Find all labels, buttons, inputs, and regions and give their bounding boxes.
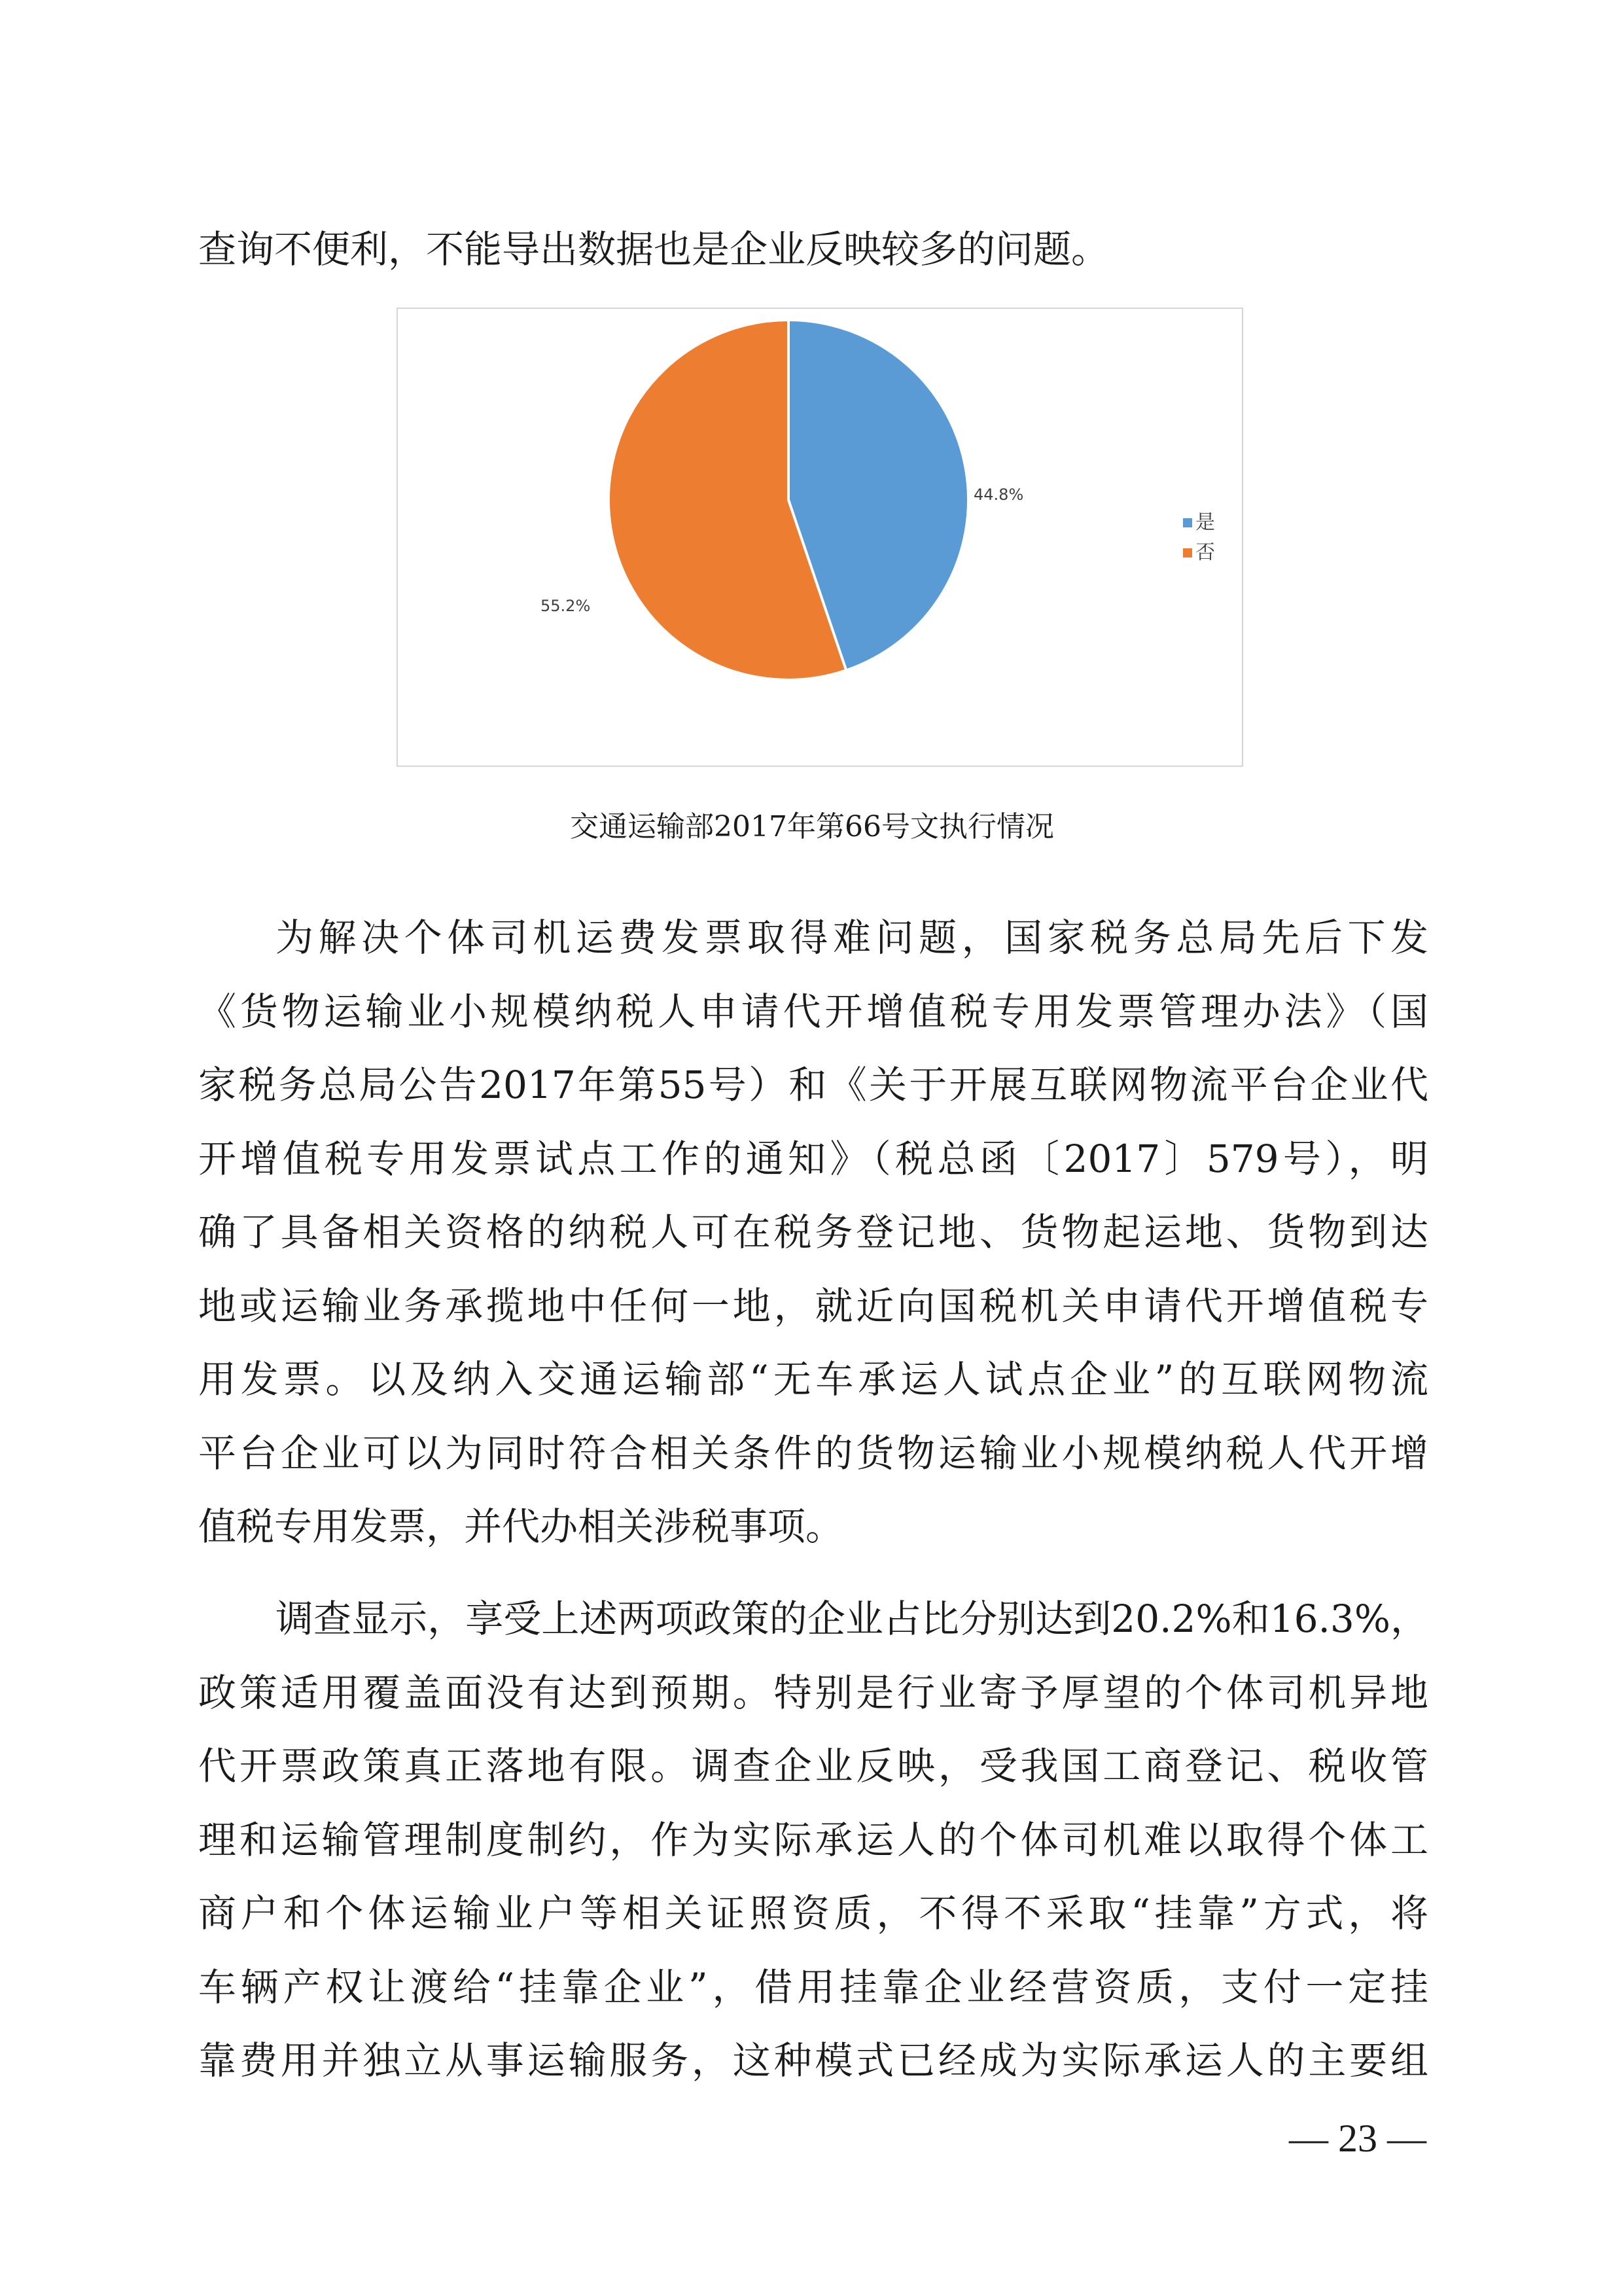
figure-caption: 交通运输部2017年第66号文执行情况: [570, 810, 1054, 843]
text-line: 值税专用发票，并代办相关涉税事项。: [198, 1504, 844, 1549]
text-line: 为解决个体司机运费发票取得难问题，国家税务总局先后下发: [275, 915, 1428, 960]
text-line: 查询不便利，不能导出数据也是企业反映较多的问题。: [198, 227, 1110, 272]
text-line: 开增值税专用发票试点工作的通知》（税总函〔2017〕579号），明: [198, 1136, 1428, 1181]
text-line: 平台企业可以为同时符合相关条件的货物运输业小规模纳税人代开增: [198, 1430, 1428, 1475]
legend-label-no: 否: [1195, 541, 1215, 564]
text-line: 靠费用并独立从事运输服务，这种模式已经成为实际承运人的主要组: [198, 2038, 1428, 2083]
slice-label-yes: 44.8%: [974, 486, 1024, 504]
text-line: 代开票政策真正落地有限。调查企业反映，受我国工商登记、税收管: [198, 1744, 1428, 1788]
pie-chart: [397, 308, 1243, 767]
text-line: 调查显示，享受上述两项政策的企业占比分别达到20.2%和16.3%，: [275, 1597, 1428, 1641]
text-line: 政策适用覆盖面没有达到预期。特别是行业寄予厚望的个体司机异地: [198, 1670, 1428, 1715]
text-line: 家税务总局公告2017年第55号）和《关于开展互联网物流平台企业代: [198, 1063, 1428, 1107]
text-line: 理和运输管理制度制约，作为实际承运人的个体司机难以取得个体工: [198, 1817, 1428, 1862]
legend-swatch-no: [1183, 548, 1192, 557]
legend-swatch-yes: [1183, 518, 1192, 527]
text-line: 地或运输业务承揽地中任何一地，就近向国税机关申请代开增值税专: [198, 1283, 1428, 1328]
text-line: 用发票。以及纳入交通运输部“无车承运人试点企业”的互联网物流: [198, 1357, 1428, 1402]
slice-label-no: 55.2%: [540, 597, 591, 615]
text-line: 车辆产权让渡给“挂靠企业”，借用挂靠企业经营资质，支付一定挂: [198, 1964, 1428, 2009]
text-line: 确了具备相关资格的纳税人可在税务登记地、货物起运地、货物到达: [198, 1210, 1428, 1254]
text-line: 《货物运输业小规模纳税人申请代开增值税专用发票管理办法》（国: [198, 989, 1428, 1034]
text-line: 商户和个体运输业户等相关证照资质，不得不采取“挂靠”方式，将: [198, 1891, 1428, 1935]
pie-chart-svg: [398, 309, 1244, 768]
page-number: — 23 —: [1289, 2117, 1426, 2160]
legend-label-yes: 是: [1195, 511, 1215, 534]
